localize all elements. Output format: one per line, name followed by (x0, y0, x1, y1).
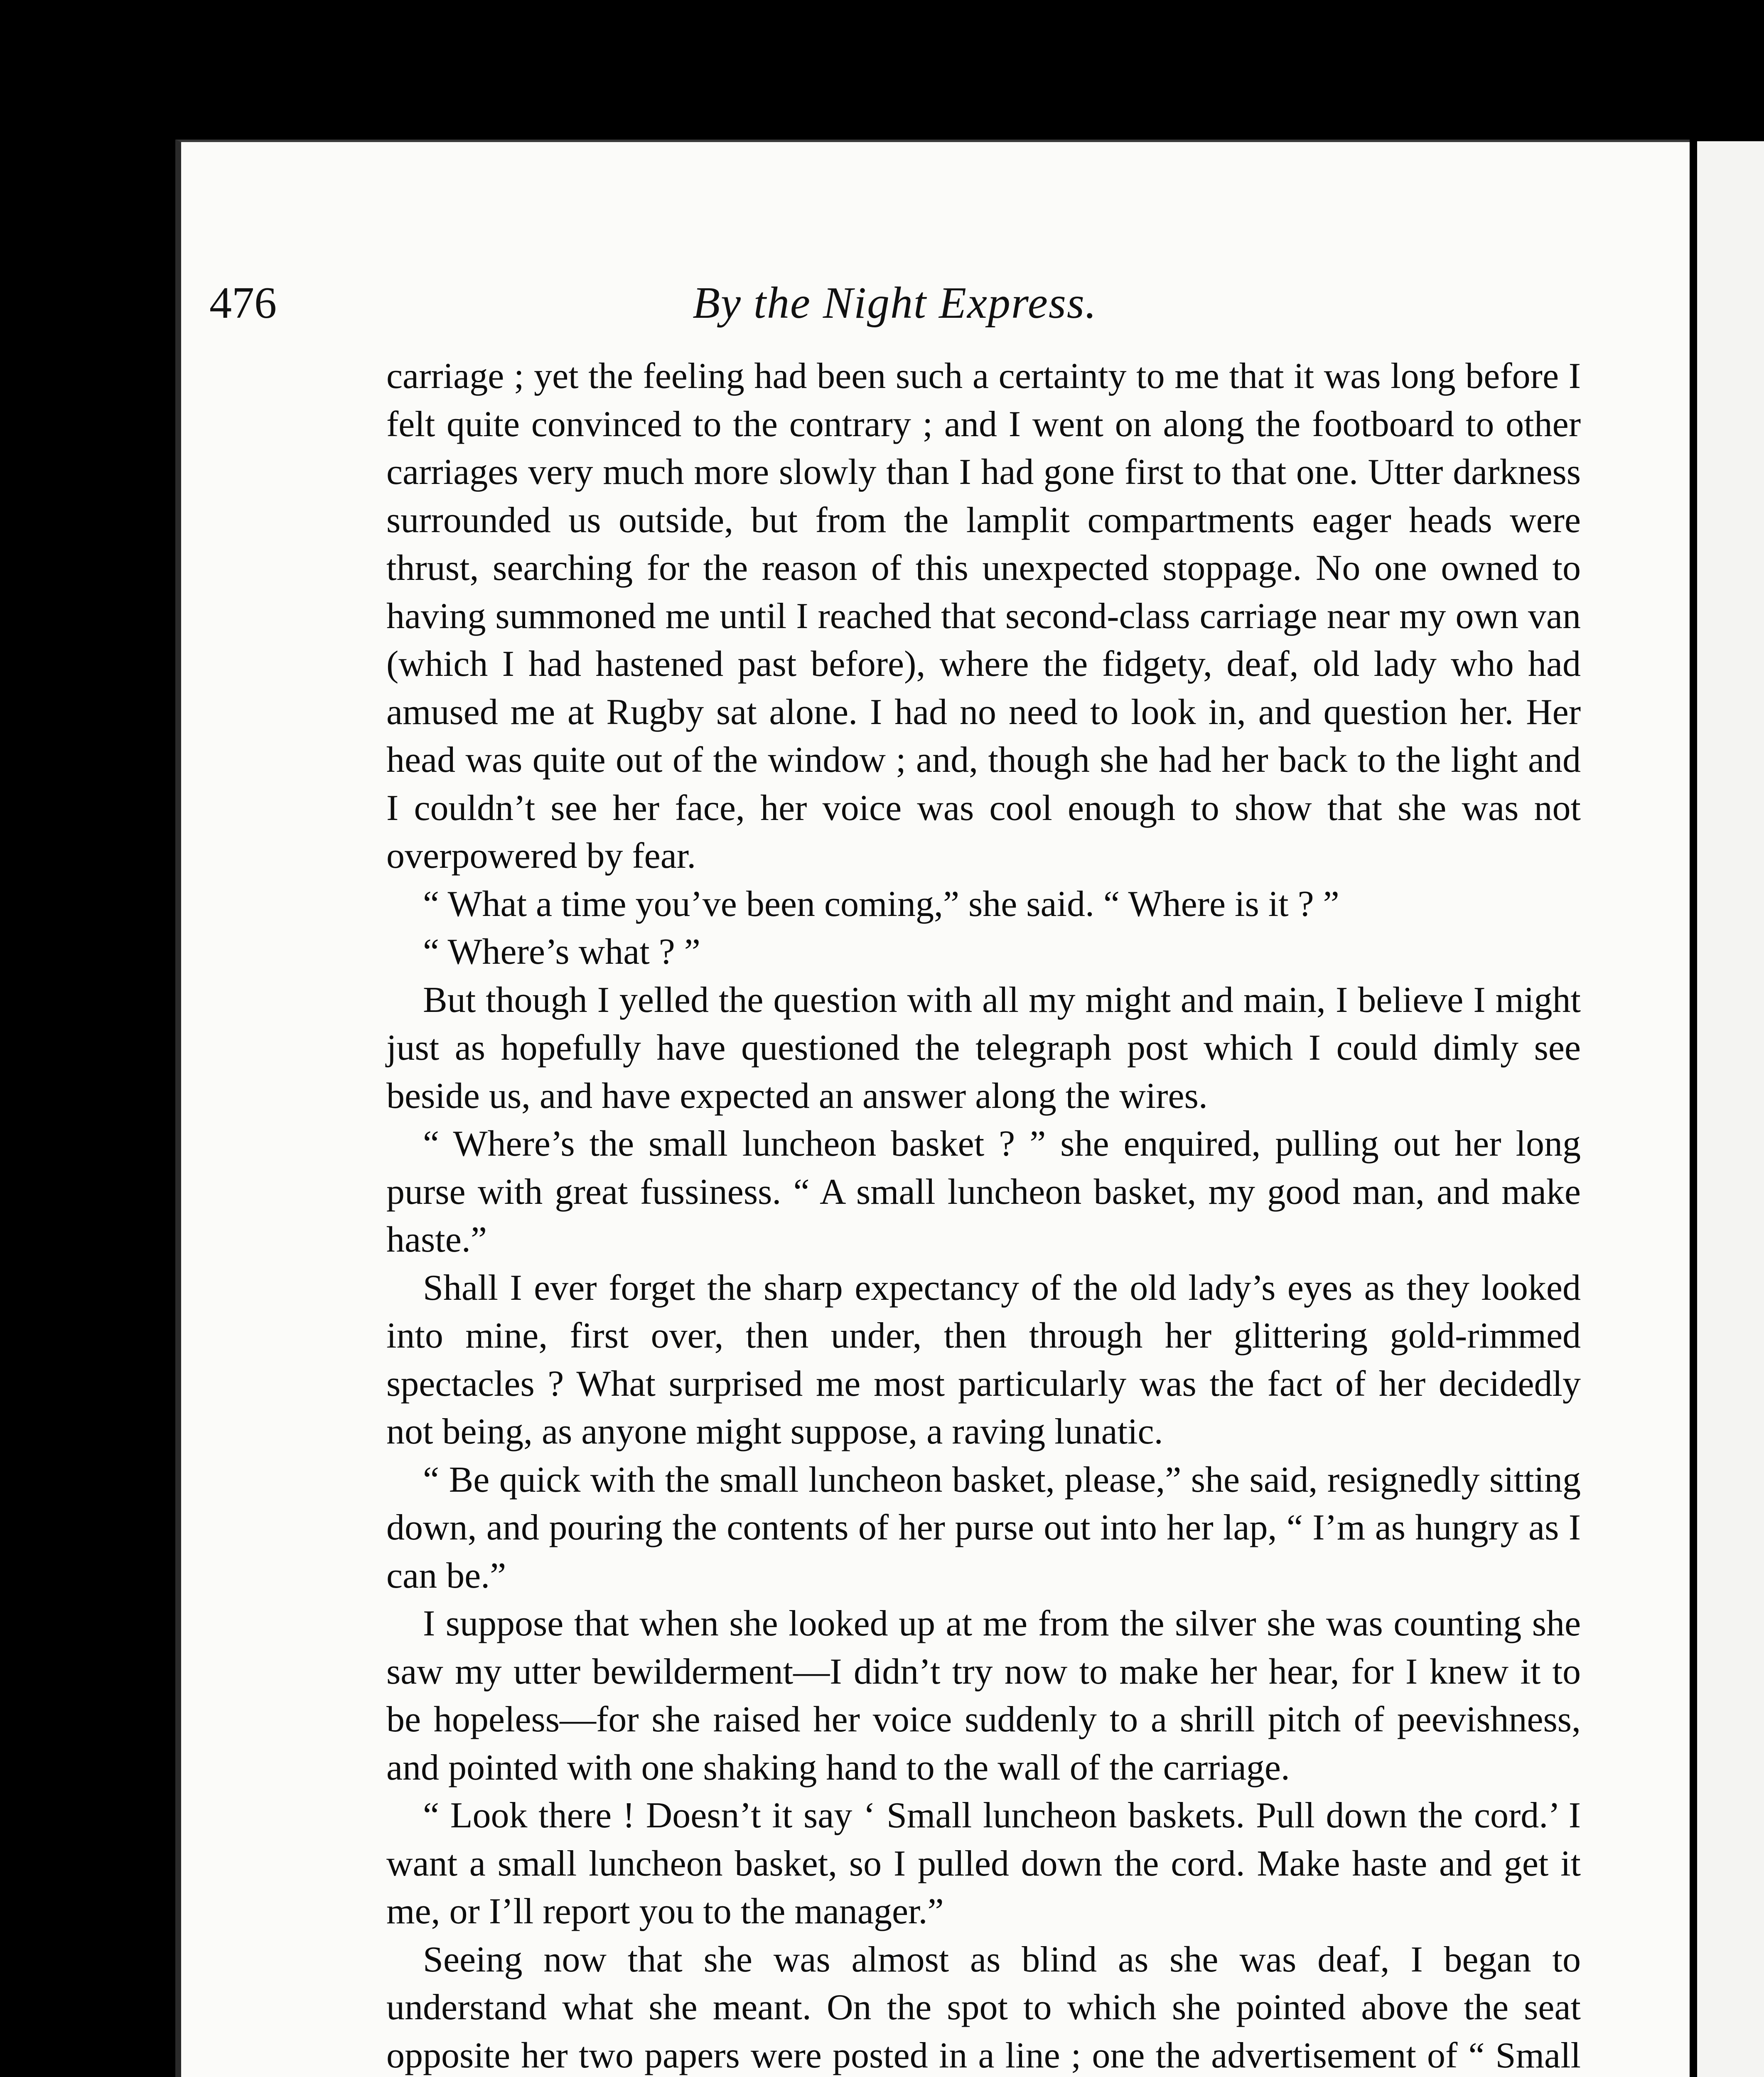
paragraph-8: I suppose that when she looked up at me from the silver she was counting she saw my utter bewilderment—I didn’t try now to make her hear, for I knew it to be hopeless—for she raised her voice suddenly to a shrill pitch of peevishness, and pointed with one shaking hand to the wall of the carriage. (386, 1603, 1581, 1788)
paragraph-3: “ Where’s what ? ” (423, 932, 700, 972)
paragraph-1: carriage ; yet the feeling had been such a certainty to me that it was long before I felt quite convinced to the contrary ; and I went on along the footboard to other carriages very much more slowly than I had gone first to that one. Utter darkness surrounded us outside, but from the lamplit compartments eager heads were thrust, searching for the reason of this unexpected stoppage. No one owned to having summoned me until I reached that second-class carriage near my own van (which I had hastened past before), where the fidgety, deaf, old lady who had amused me at Rugby sat alone. I had no need to look in, and question her. Her head was quite out of the window ; and, though she had her back to the light and I couldn’t see her face, her voice was cool enough to show that she was not overpowered by fear. (386, 356, 1581, 876)
page-header (209, 277, 1580, 352)
paragraph-4: But though I yelled the question with all my might and main, I believe I might just as hopefully have questioned the telegraph post which I could dimly see beside us, and have expected an answer along the wires. (386, 980, 1581, 1116)
page-number: 476 (209, 278, 277, 328)
paragraph-10: Seeing now that she was almost as blind as she was deaf, I began to understand what she meant. On the spot to which she pointed above the seat opposite her two papers were posted in a line ; one the advertisement of “ Small (386, 1939, 1581, 2076)
running-title: By the Night Express. (693, 278, 1097, 328)
paragraph-6: Shall I ever forget the sharp expectancy of the old lady’s eyes as they looked into mine, first over, then under, then through her glittering gold-rimmed spectacles ? What surprised me most particularly was the fact of her decidedly not being, as anyone might suppose, a raving lunatic. (386, 1267, 1581, 1452)
paragraph-5: “ Where’s the small luncheon basket ? ” she enquired, pulling out her long purse with great fussiness. “ A small luncheon basket, my good man, and make haste.” (386, 1124, 1581, 1260)
paragraph-9: “ Look there ! Doesn’t it say ‘ Small luncheon baskets. Pull down the cord.’ I want a small luncheon basket, so I pulled down the cord. Make haste and get it me, or I’ll report you to the manager.” (386, 1795, 1581, 1932)
adjacent-page-edge (1697, 141, 1764, 2077)
page-body (386, 352, 1581, 2077)
paragraph-7: “ Be quick with the small luncheon basket, please,” she said, resignedly sitting down, and pouring the contents of her purse out into her lap, “ I’m as hungry as I can be.” (386, 1459, 1581, 1596)
paragraph-2: “ What a time you’ve been coming,” she said. “ Where is it ? ” (423, 884, 1339, 924)
